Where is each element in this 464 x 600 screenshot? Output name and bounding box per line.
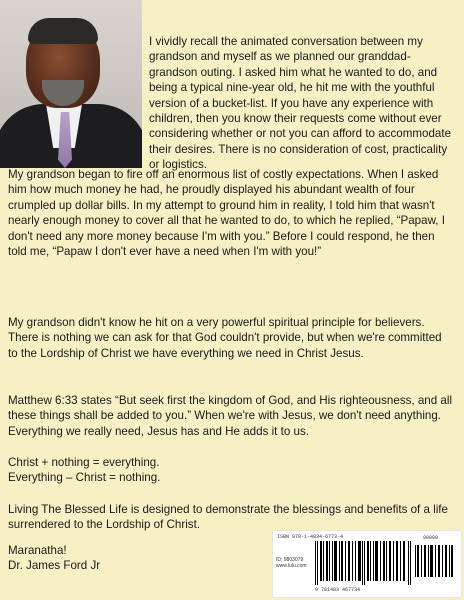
- barcode-bars-addon: [415, 541, 453, 577]
- barcode-bars-main: [315, 541, 411, 585]
- paragraph-spiritual-principle-text: My grandson didn't know he hit on a very powerful spiritual principle for believers. There is nothing we can ask for that God couldn't provide, but when we're committed to the Lordship of Christ we have everything we need in Christ Jesus.: [8, 316, 442, 360]
- price-code: 90000: [423, 535, 439, 541]
- paragraph-book-purpose: [8, 502, 454, 533]
- paragraph-scripture: [8, 393, 454, 439]
- signature-block: [8, 543, 258, 574]
- barcode-digits: 9 781483 467734: [315, 587, 361, 593]
- paragraph-grandson-list: [8, 167, 454, 259]
- paragraph-scripture-text: Matthew 6:33 states “But seek first the kingdom of God, and His righteousness, and all these things shall be added to you.” When we're with Jesus, we don't need anything. Everything we really need, Jesus has and He adds it to us.: [8, 394, 453, 438]
- equation-line-2: Everything – Christ = nothing.: [8, 471, 161, 485]
- closing-word: Maranatha!: [8, 544, 67, 557]
- paragraph-equations: [8, 455, 454, 486]
- author-hair: [28, 18, 98, 44]
- author-name: Dr. James Ford Jr: [8, 559, 101, 573]
- isbn-barcode: [272, 530, 462, 598]
- paragraph-grandson-list-text: My grandson began to fire off an enormous list of costly expectations. When I asked him how much money he had, he proudly displayed his abundant wealth of four crumpled up dollar bills. In my attempt to ground him in reality, I told him that wasn't nearly enough money to cover all that he wanted to do, to which he replied, “Papaw, I don't need any more money because I'm with you.” Before I could respond, he then told me, “Papaw I don't ever have a need when I'm with you!”: [8, 168, 445, 259]
- paragraph-intro-text: I vividly recall the animated conversation between my grandson and myself as we planned our granddad-grandson outing. I asked him what he wanted to do, and being a typical nine-year old, he hit me with the youthful version of a bucket-list. If you have any experience with children, then you know their requests come without ever considering whether or not you can afford to accommodate their desires. There is no consideration of cost, practicality or logistics.: [149, 35, 452, 172]
- author-photo: [0, 0, 142, 168]
- isbn-label: ISBN 978-1-4834-6773-4: [277, 534, 344, 540]
- equation-line-1: Christ + nothing = everything.: [8, 456, 160, 469]
- lulu-id-text: ID: 9803079 www.lulu.com: [276, 557, 307, 569]
- paragraph-book-purpose-text: Living The Blessed Life is designed to demonstrate the blessings and benefits of a life surrendered to the Lordship of Christ.: [8, 503, 448, 532]
- paragraph-intro: [149, 34, 454, 173]
- paragraph-spiritual-principle: [8, 315, 454, 361]
